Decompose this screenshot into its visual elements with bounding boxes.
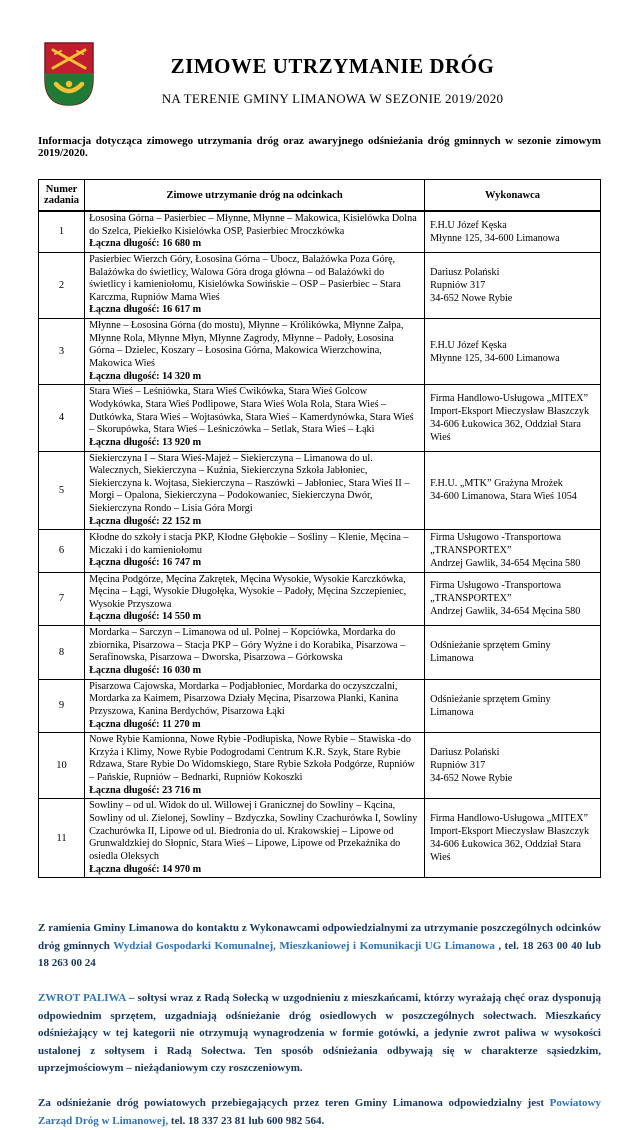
- total-length-text: Łączna długość: 23 716 m: [89, 784, 202, 796]
- contractor-line: „TRANSPORTEX”: [430, 545, 512, 557]
- contractor-cell: [425, 385, 601, 451]
- contractor-line: Andrzej Gawlik, 34-654 Męcina 580: [430, 558, 581, 570]
- page-title: ZIMOWE UTRZYMANIE DRÓG: [170, 54, 495, 78]
- total-length-text: Łączna długość: 16 030 m: [89, 665, 202, 676]
- road-sections-text: Kłodne do szkoły i stacja PKP, Kłodne Głębokie – Sośliny – Klenie, Męcina – Miczaki i do kamieniołomu: [89, 531, 409, 556]
- total-length-text: Łączna długość: 16 617 m: [89, 304, 202, 316]
- table-row: [39, 679, 601, 733]
- road-sections-cell: [85, 385, 425, 451]
- total-length-text: Łączna długość: 16 747 m: [89, 557, 202, 569]
- road-sections-cell: [85, 799, 425, 878]
- contractor-line: Dariusz Polański: [430, 747, 500, 759]
- total-length-text: Łączna długość: 16 680 m: [89, 238, 202, 250]
- footer-paragraph: [38, 1095, 601, 1130]
- contractor-cell: [425, 211, 601, 252]
- total-length-text: Łączna długość: 22 152 m: [89, 515, 202, 527]
- task-number-cell: 4: [39, 385, 85, 451]
- contractor-line: Import-Eksport Mieczysław Błaszczyk: [430, 826, 590, 838]
- contractor-cell: [425, 626, 601, 680]
- road-sections-text: Siekierczyna I – Stara Wieś-Majeż – Siekierczyna – Limanowa do ul. Walecznych, Siekierczyna – Kuźnia, Siekierczyna Szkoła Jabłoniec, Siekierczyna k. Wojtasa, Siekierczyna – Raszówki – Jabłoniec, Stara Wieś II – Morgi – Opalona, Siekierczyna – Podokowaniec, Siekierczyna Dwór, Siekierczyna Rondo – Lisia Góra Morgi: [89, 452, 410, 515]
- contractor-cell: [425, 679, 601, 733]
- column-header-road-sections: Zimowe utrzymanie dróg na odcinkach: [85, 180, 425, 212]
- task-number-cell: 10: [39, 733, 85, 799]
- contractor-line: Import-Eksport Mieczysław Błaszczyk: [430, 405, 590, 417]
- limanowa-crest-icon: [44, 42, 94, 106]
- footer-text: Za odśnieżanie dróg powiatowych przebiegających przez teren Gminy Limanowa odpowiedzialny jest: [38, 1097, 550, 1109]
- road-sections-text: Pasierbiec Wierzch Góry, Łososina Górna – Ubocz, Balażówka Poza Górę, Balażówka do świetlicy, Walowa Góra droga główna – od Balażówki do świetlicy i kamieniołomu, Kisielówka Sowińskie – OSP – Pasierbiec – Stara Karczma, Rupniów Mama Wieś: [89, 253, 401, 303]
- footer-text: , tel. 18 263 00 40 lub 18 263 00 24: [38, 939, 601, 970]
- footer-text: – sołtysi wraz z Radą Sołecką w uzgodnieniu z mieszkańcami, którzy wyrażają chęć oraz dysponują odpowiednim sprzętem, uzgadniają odśnieżanie dróg osiedlowych w poszczególnych sołectwach. Mieszkańcy odśnieżający w tej kategorii nie otrzymują wynagrodzenia w formie gotówki, a jedynie zwrot paliwa w wysokości ustalonej z sołtysem i Radą Sołectwa. Ten sposób odśnieżania odbywają się w charakterze sąsiedzkim, uprzejmościowym – nieżądaniowym czy roszczeniowym.: [38, 992, 601, 1075]
- document-header: [38, 42, 601, 107]
- table-row: [39, 799, 601, 878]
- table-row: [39, 530, 601, 572]
- task-number-cell: 5: [39, 451, 85, 530]
- table-row: [39, 451, 601, 530]
- page-subtitle: NA TERENIE GMINY LIMANOWA W SEZONIE 2019/2020: [161, 91, 504, 106]
- road-sections-text: Młynne – Łososina Górna (do mostu), Młynne – Królikówka, Młynne Załpa, Młynne Rola, Młynne Młyn, Młynne Zagrody, Młynne – Padoły, Łososina Górna – Dzielec, Koszary – Łososina Górna, Makowica Wierzchowina, Makowica Wieś: [89, 320, 404, 370]
- table-row: [39, 252, 601, 318]
- table-row: [39, 385, 601, 451]
- footer-text: Z ramienia Gminy Limanowa do kontaktu z Wykonawcami odpowiedzialnymi za utrzymanie poszczególnych odcinków dróg gminnych: [38, 922, 601, 952]
- contractor-line: Odśnieżanie sprzętem Gminy Limanowa: [430, 693, 551, 718]
- table-row: [39, 733, 601, 799]
- column-header-task-number: Numer zadania: [39, 180, 85, 212]
- contractor-cell: [425, 451, 601, 530]
- contractor-line: F.H.U. „MTK” Grażyna Mrożek: [430, 478, 563, 490]
- total-length-text: Łączna długość: 13 920 m: [89, 436, 202, 448]
- contractor-line: Andrzej Gawlik, 34-654 Męcina 580: [430, 606, 581, 618]
- contractor-line: F.H.U Józef Kęska: [430, 219, 507, 231]
- table-row: [39, 572, 601, 626]
- contractor-line: 34-600 Limanowa, Stara Wieś 1054: [430, 491, 577, 503]
- contractor-line: 34-652 Nowe Rybie: [430, 773, 513, 785]
- road-sections-cell: [85, 679, 425, 733]
- contractor-line: „TRANSPORTEX”: [430, 593, 512, 605]
- road-sections-text: Mordarka – Sarczyn – Limanowa od ul. Polnej – Kopciówka, Mordarka do zbiornika, Pisarzowa – Stacja PKP – Góry Wyżne i do Korabika, Pisarzowa – Serafinowska, Pisarzowa – Dworska, Pisarzowa – Górkowska: [89, 627, 406, 664]
- total-length-text: Łączna długość: 14 970 m: [89, 863, 202, 875]
- road-sections-cell: [85, 451, 425, 530]
- road-sections-text: Nowe Rybie Kamionna, Nowe Rybie -Podłupiska, Nowe Rybie – Stawiska -do Krzyża i Klimy, Nowe Rybie Podogrodami Centrum K.R. Szyk, Stare Rybie Rdzawa, Stare Rybie Do Widomskiego, Stare Rybie Szkoła Podgórze, Rupniów – Pańskie, Rupniów – Bednarki, Rupniów Kokoszki: [89, 734, 415, 784]
- road-sections-cell: [85, 733, 425, 799]
- contractor-line: Rupniów 317: [430, 280, 486, 291]
- contractor-cell: [425, 733, 601, 799]
- table-header-row: [39, 180, 601, 212]
- task-number-cell: 9: [39, 679, 85, 733]
- title-block: [94, 42, 601, 107]
- total-length-text: Łączna długość: 14 550 m: [89, 611, 202, 623]
- contractor-line: 34-606 Łukowica 362, Oddział Stara Wieś: [430, 418, 581, 443]
- table-row: [39, 626, 601, 680]
- contractor-cell: [425, 252, 601, 318]
- contractor-line: Firma Usługowo -Transportowa: [430, 532, 562, 544]
- table-row: [39, 319, 601, 385]
- contractor-line: Młynne 125, 34-600 Limanowa: [430, 352, 560, 364]
- contractor-line: Firma Usługowo -Transportowa: [430, 580, 562, 592]
- task-number-cell: 6: [39, 530, 85, 572]
- road-sections-cell: [85, 626, 425, 680]
- highlighted-text: Wydział Gospodarki Komunalnej, Mieszkaniowej i Komunikacji UG Limanowa: [113, 939, 495, 952]
- contractor-cell: [425, 799, 601, 878]
- table-row: [39, 211, 601, 252]
- contractor-line: Odśnieżanie sprzętem Gminy Limanowa: [430, 640, 551, 665]
- road-sections-text: Stara Wieś – Leśniówka, Stara Wieś Cwikówka, Stara Wieś Golcow Wodykówka, Stara Wieś Podlipowe, Stara Wieś Wola Rola, Stara Wieś – Dutkówka, Stara Wieś – Wojtasówka, Stara Wieś – Kamerdynówka, Stara Wieś – Skorupówka, Stara Wieś – Leśniczówka – Setlak, Stara Wieś – Łąki: [89, 386, 414, 436]
- road-sections-text: Łososina Górna – Pasierbiec – Młynne, Młynne – Makowica, Kisielówka Dolna do Szelca, Piekiełko Kisielówka OSP, Pasierbiec Mroczkówka: [89, 213, 417, 237]
- footer-paragraph: [38, 990, 601, 1078]
- task-number-cell: 1: [39, 211, 85, 252]
- task-number-cell: 2: [39, 252, 85, 318]
- column-header-contractor: Wykonawca: [425, 180, 601, 212]
- road-sections-text: Pisarzowa Cajowska, Mordarka – Podjabłoniec, Mordarka do oczyszczalni, Mordarka za Kaimem, Pisarzowa Działy Męcina, Pisarzowa Płanki, Kanina Przyszowa, Kanina Berdychów, Pisarzowa Łąki: [89, 680, 399, 717]
- task-number-cell: 7: [39, 572, 85, 626]
- footer-block: [38, 920, 601, 1130]
- total-length-text: Łączna długość: 11 270 m: [89, 718, 201, 730]
- task-number-cell: 11: [39, 799, 85, 878]
- contractor-line: Rupniów 317: [430, 760, 486, 772]
- contractor-cell: [425, 319, 601, 385]
- task-number-cell: 3: [39, 319, 85, 385]
- contractor-line: Firma Handlowo-Usługowa „MITEX”: [430, 392, 588, 404]
- total-length-text: Łączna długość: 14 320 m: [89, 370, 202, 382]
- contractor-line: Młynne 125, 34-600 Limanowa: [430, 232, 560, 244]
- road-sections-text: Męcina Podgórze, Męcina Zakrętek, Męcina Wysokie, Wysokie Karczkówka, Męcina – Łągi, Wysokie Długołęka, Wysokie – Padoły, Męcina Szczepieniec, Wysokie Przyszowa: [89, 573, 407, 610]
- road-sections-cell: [85, 572, 425, 626]
- road-sections-cell: [85, 319, 425, 385]
- highlighted-text: ZWROT PALIWA: [38, 992, 126, 1005]
- contractor-line: F.H.U Józef Kęska: [430, 339, 507, 351]
- road-sections-text: Sowliny – od ul. Widok do ul. Willowej i Granicznej do Sowliny – Kącina, Sowliny od ul. Zielonej, Sowliny – Bzdyczka, Sowliny Czachurówka I, Sowliny Czachurówka II, Lipowe od ul. Biedronia do ul. Krakowskiej – Lipowe od Grunwaldzkiej do Słopnic, Stara Wieś – Lipowe, Lipowe od Przekaźnika do osiedla Oleksych: [89, 800, 418, 862]
- footer-paragraph: [38, 920, 601, 973]
- contractor-line: Dariusz Polański: [430, 266, 500, 278]
- road-sections-cell: [85, 252, 425, 318]
- footer-text: tel. 18 337 23 81 lub 600 982 564.: [168, 1114, 325, 1127]
- road-sections-cell: [85, 211, 425, 252]
- contractor-cell: [425, 530, 601, 572]
- contractor-line: Firma Handlowo-Usługowa „MITEX”: [430, 813, 588, 825]
- intro-paragraph: Informacja dotycząca zimowego utrzymania dróg oraz awaryjnego odśnieżania dróg gminnych w sezonie zimowym 2019/2020.: [38, 135, 601, 159]
- highlighted-text: Powiatowy Zarząd Dróg w Limanowej,: [38, 1097, 601, 1127]
- task-number-cell: 8: [39, 626, 85, 680]
- contractor-line: 34-652 Nowe Rybie: [430, 293, 513, 305]
- contractor-line: 34-606 Łukowica 362, Oddział Stara Wieś: [430, 839, 581, 864]
- road-sections-cell: [85, 530, 425, 572]
- contractor-cell: [425, 572, 601, 626]
- maintenance-table: [38, 179, 601, 878]
